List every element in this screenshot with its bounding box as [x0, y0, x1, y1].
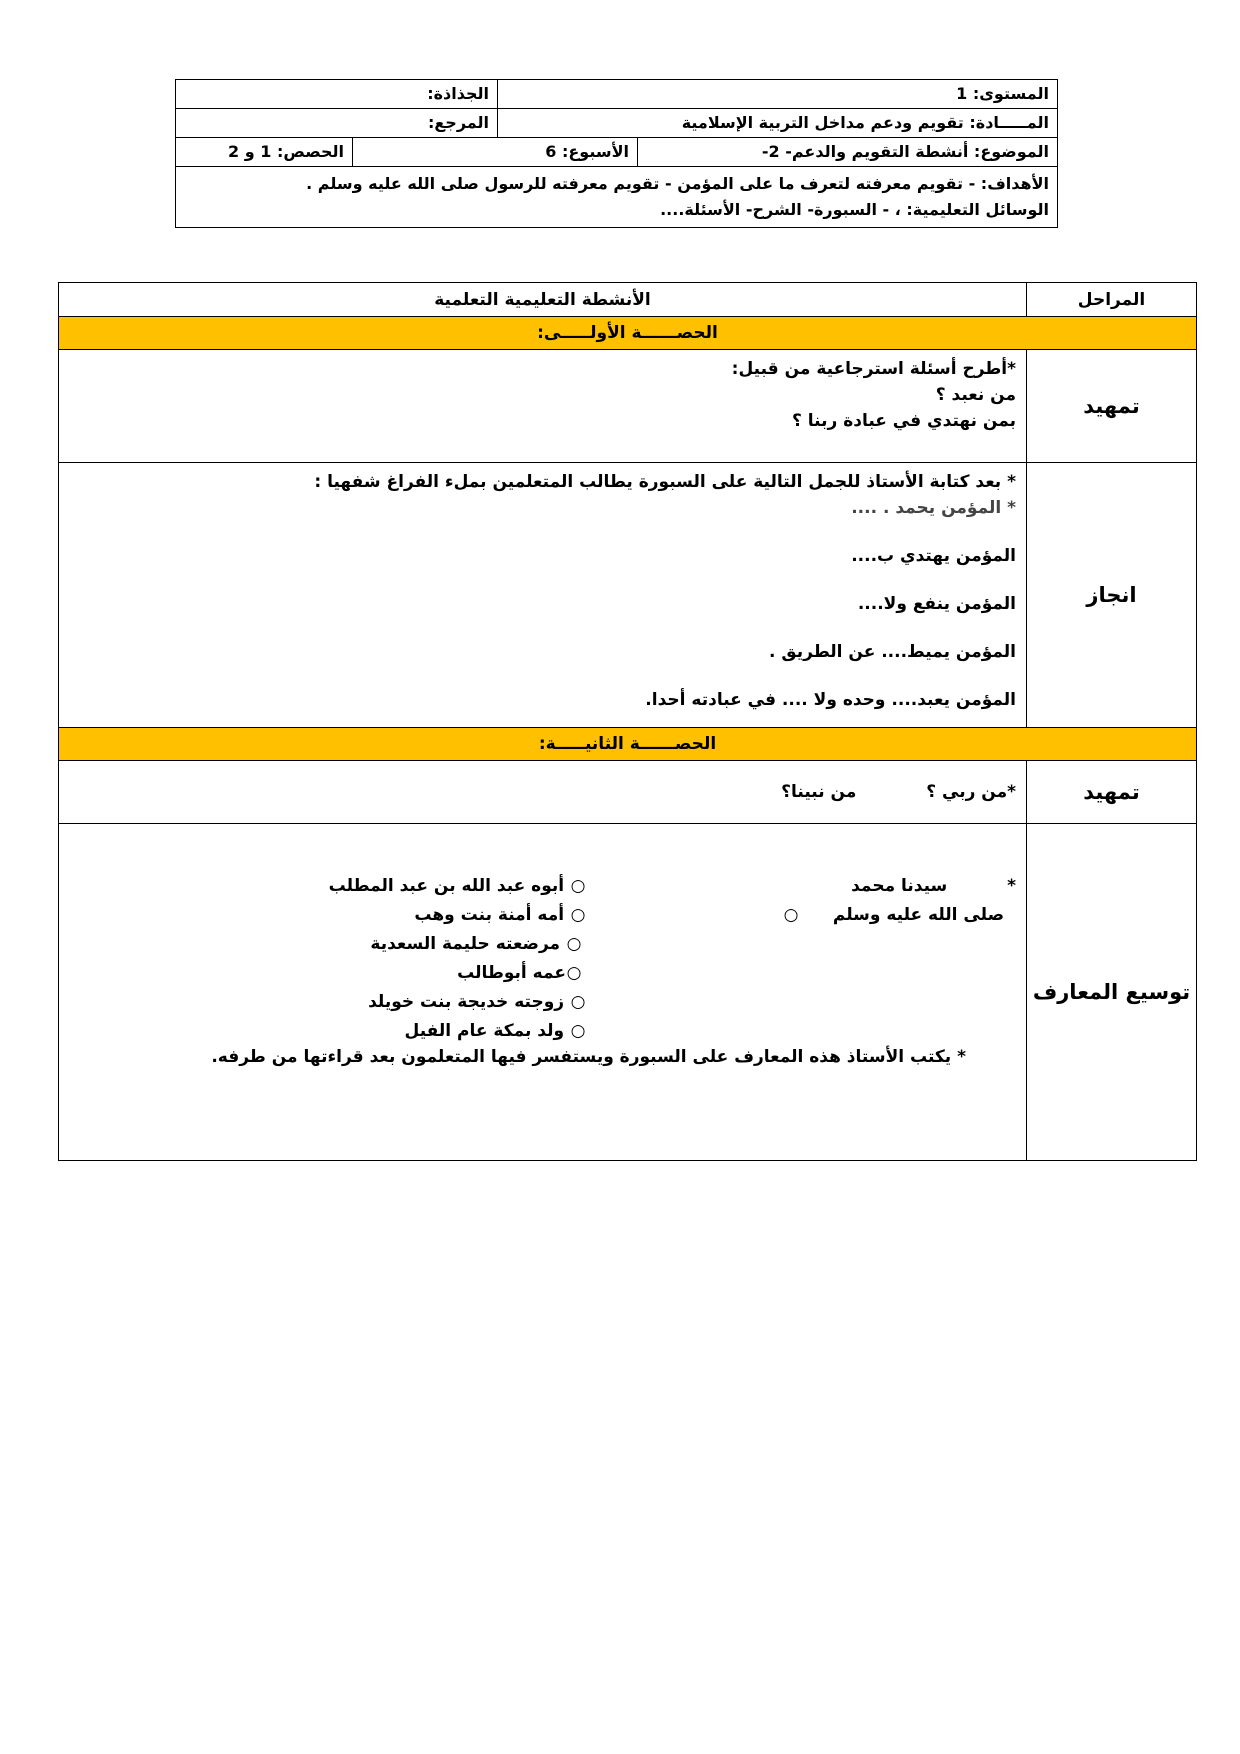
s1-work-line: المؤمن يميط.... عن الطريق . — [769, 642, 1016, 662]
means-text: الوسائل التعليمية: ، - السبورة- الشرح- الأسئلة.... — [660, 200, 1049, 219]
s1-work-line: المؤمن يعبد.... وحده ولا .... في عبادته أحدا. — [645, 690, 1016, 710]
fact-text: أمه أمنة بنت وهب — [414, 905, 565, 925]
bullet-icon: ○ — [570, 876, 586, 896]
fact-item — [186, 1017, 586, 1046]
fact-text: ولد بمكة عام الفيل — [404, 1021, 565, 1041]
s2-expand-stage: توسيع المعارف — [1027, 824, 1197, 1161]
topic-cell: الموضوع: أنشطة التقويم والدعم- 2- — [638, 138, 1058, 167]
fact-text: زوجته خديجة بنت خويلد — [368, 992, 565, 1012]
subject-cell: المـــــادة: تقويم ودعم مداخل التربية الإسلامية — [498, 109, 1058, 138]
fact-item — [186, 872, 586, 901]
s1-work-line: المؤمن يهتدي ب.... — [851, 546, 1016, 566]
facts-list — [186, 872, 586, 1046]
fact-text: مرضعته حليمة السعدية — [370, 934, 561, 954]
s2-intro-content — [59, 761, 1027, 824]
bullet-icon: ○ — [570, 992, 586, 1012]
s1-work-line: المؤمن ينفع ولا.... — [857, 594, 1016, 614]
sessions-cell: الحصص: 1 و 2 — [176, 138, 353, 167]
fact-item — [186, 988, 586, 1017]
activities-header: الأنشطة التعليمية التعلمية — [59, 283, 1027, 317]
s2-intro-q1: *من ربي ؟ — [926, 782, 1016, 802]
week-cell: الأسبوع: 6 — [353, 138, 638, 167]
bullet-icon: ○ — [570, 905, 586, 925]
session2-title: الحصــــــة الثانيـــــة: — [59, 728, 1197, 761]
teacher-note: * يكتب الأستاذ هذه المعارف على السبورة ويستفسر فيها المتعلمون بعد قراءتها من طرفه. — [211, 1047, 966, 1067]
s1-work-instruction: * بعد كتابة الأستاذ للجمل التالية على السبورة يطالب المتعلمين بملء الفراغ شفهيا : — [314, 472, 1016, 492]
prophet-name-block — [716, 872, 1016, 930]
prophet-name: سيدنا محمد — [851, 876, 948, 896]
fact-item — [186, 930, 586, 959]
s1-intro-line: من نعبد ؟ — [935, 385, 1016, 405]
s2-intro-stage: تمهيد — [1027, 761, 1197, 824]
star-mark: * — [1007, 876, 1016, 896]
s1-work-first: * المؤمن يحمد . .... — [851, 498, 1016, 518]
bullet-icon: ○ — [566, 934, 582, 954]
s2-intro-q2: من نبينا؟ — [781, 782, 857, 802]
fact-text: عمه أبوطالب — [457, 963, 566, 983]
fact-text: أبوه عبد الله بن عبد المطلب — [328, 876, 565, 896]
s1-intro-stage: تمهيد — [1027, 350, 1197, 463]
activities-table — [58, 282, 1197, 1161]
level-cell: المستوى: 1 — [498, 80, 1058, 109]
s1-intro-line: بمن نهتدي في عبادة ربنا ؟ — [792, 411, 1016, 431]
fact-item — [186, 959, 586, 988]
reference-cell: المرجع: — [176, 109, 498, 138]
objectives-text: الأهداف: - تقويم معرفته لتعرف ما على المؤمن - تقويم معرفته للرسول صلى الله عليه وسلم . — [306, 174, 1049, 193]
s1-work-stage: انجاز — [1027, 463, 1197, 728]
bullet-icon: ○ — [570, 1021, 586, 1041]
objectives-cell — [176, 167, 1058, 228]
stages-header: المراحل — [1027, 283, 1197, 317]
session1-title: الحصــــــة الأولـــــى: — [59, 317, 1197, 350]
s1-work-content — [59, 463, 1027, 728]
s1-intro-line: *أطرح أسئلة استرجاعية من قبيل: — [731, 359, 1016, 379]
fact-item — [186, 901, 586, 930]
bullet-icon: ○ — [566, 963, 582, 983]
unit-cell: الجذاذة: — [176, 80, 498, 109]
bullet-icon: ○ — [783, 905, 799, 925]
lesson-info-table — [175, 79, 1058, 228]
prophet-salutation: صلى الله عليه وسلم — [832, 905, 1004, 925]
s2-expand-content — [59, 824, 1027, 1161]
s1-intro-content — [59, 350, 1027, 463]
